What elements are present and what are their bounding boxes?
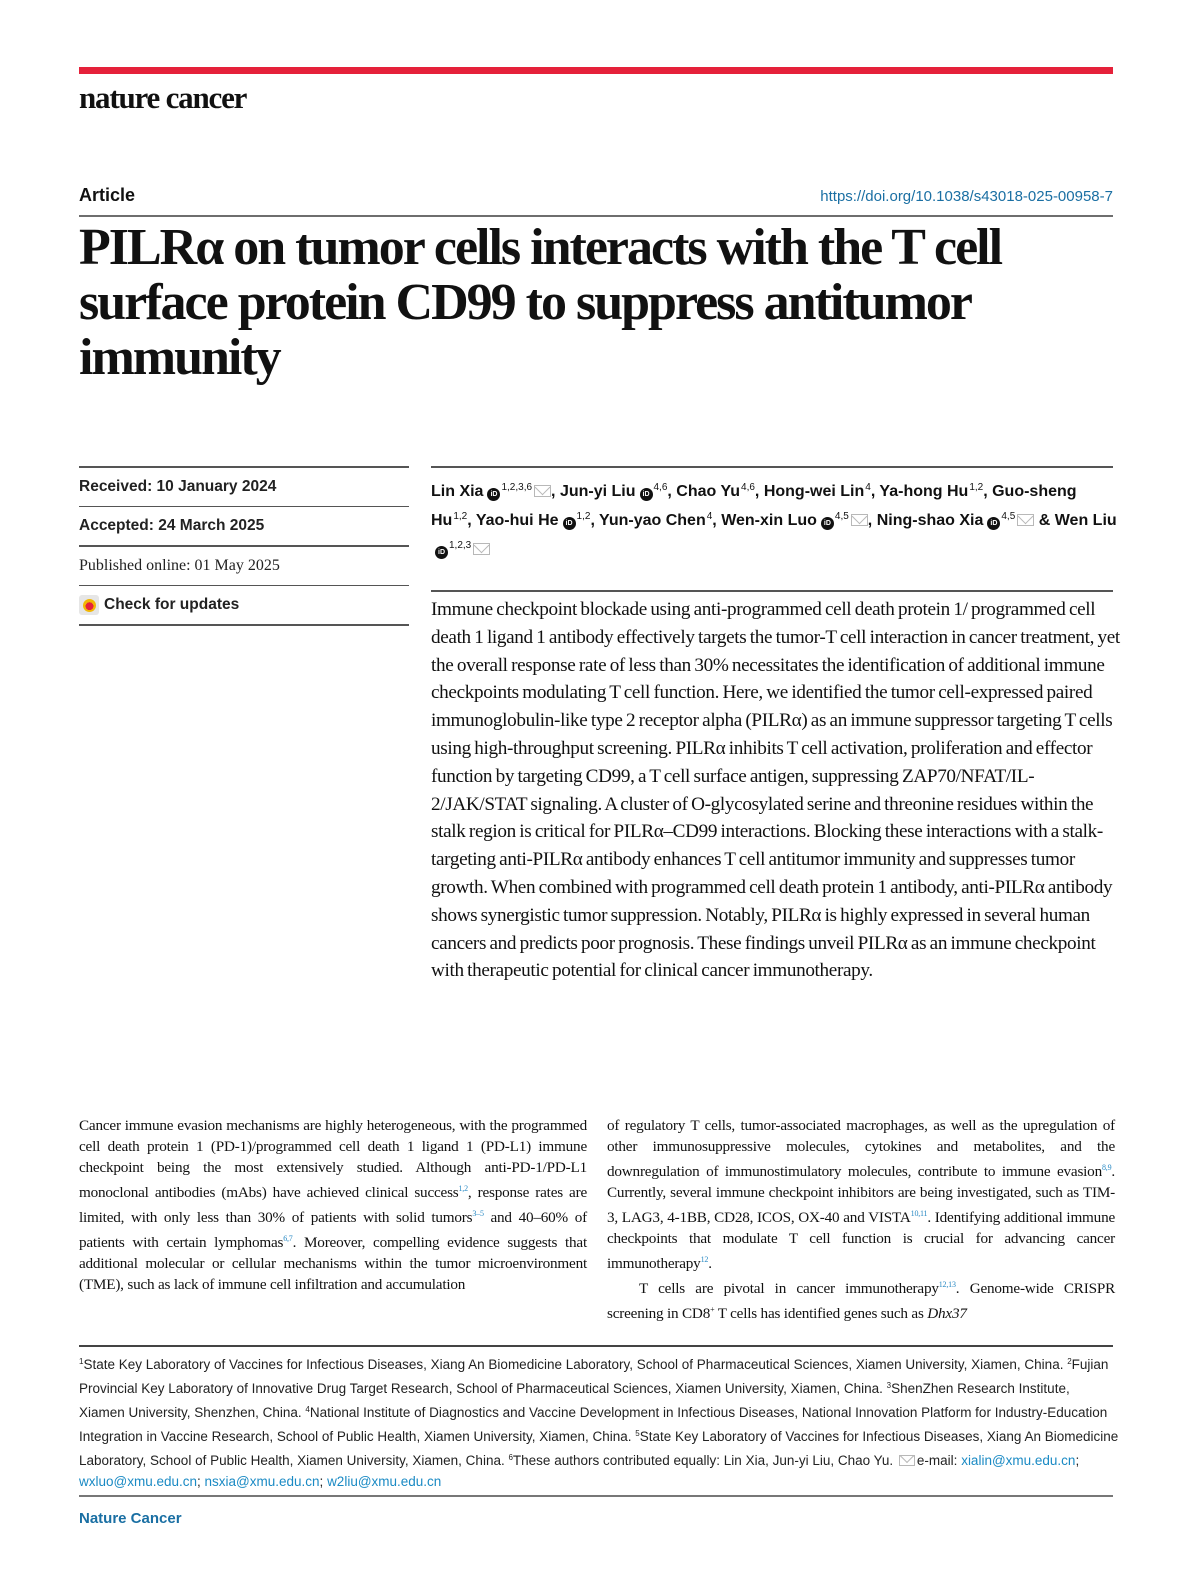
- author-name[interactable]: Jun-yi Liu: [559, 483, 636, 500]
- author-name[interactable]: Wen Liu: [1054, 512, 1117, 529]
- check-for-updates-button[interactable]: [79, 586, 409, 624]
- orcid-icon[interactable]: iD: [821, 517, 834, 530]
- gene-name: Dhx37: [927, 1305, 967, 1322]
- superscript: +: [710, 1305, 715, 1314]
- author-separator: ,: [712, 512, 722, 529]
- author-name[interactable]: Ya-hong Hu: [879, 483, 969, 500]
- citation-link[interactable]: 12: [700, 1255, 709, 1264]
- email-link[interactable]: wxluo@xmu.edu.cn: [79, 1474, 198, 1489]
- body-paragraph: T cells are pivotal in cancer immunotherapy$^{12,13}$. Genome-wide CRISPR screening in CD8+ T cells has identified genes such as Dhx37: [607, 1280, 1115, 1322]
- email-icon[interactable]: [851, 514, 868, 526]
- email-link[interactable]: nsxia@xmu.edu.cn: [204, 1474, 320, 1489]
- author-separator: ,: [867, 512, 877, 529]
- author-affiliation-numbers: 4,5: [834, 511, 849, 522]
- affiliation-number: 4: [305, 1405, 310, 1414]
- affiliation-number: 6: [508, 1453, 513, 1462]
- author-name[interactable]: Chao Yu: [676, 483, 741, 500]
- author-separator: &: [1034, 512, 1055, 529]
- journal-accent-bar: [79, 67, 1113, 74]
- email-icon: [899, 1455, 915, 1466]
- crossmark-icon: [79, 595, 99, 615]
- author-name[interactable]: Wen-xin Luo: [721, 512, 817, 529]
- affiliation-text: ShenZhen Research Institute, Xiamen University, Shenzhen, China.: [79, 1381, 1070, 1420]
- accepted-date: Accepted: 24 March 2025: [79, 517, 265, 534]
- abstract-divider: [431, 590, 1113, 592]
- author-affiliation-numbers: 4,6: [741, 482, 755, 493]
- affiliations-divider: [79, 1345, 1113, 1347]
- citation-link[interactable]: 3–5: [472, 1209, 484, 1218]
- header-divider: [79, 215, 1113, 217]
- email-link[interactable]: w2liu@xmu.edu.cn: [327, 1474, 442, 1489]
- article-type-label: Article: [79, 185, 136, 205]
- affiliation-number: 5: [635, 1429, 640, 1438]
- orcid-icon[interactable]: iD: [987, 517, 1000, 530]
- body-column-left: [79, 1115, 587, 1295]
- abstract: Immune checkpoint blockade using anti-programmed cell death protein 1/ programmed cell death 1 ligand 1 antibody effectively targets the tumor-T cell interaction in cancer treatment, yet the overall response rate of less than 30% necessitates the identification of additional immune checkpoints modulating T cell function. Here, we identified the tumor cell-expressed paired immunoglobulin-like type 2 receptor alpha (PILRα) as an immune suppressor targeting T cells using high-throughput screening. PILRα inhibits T cell activation, proliferation and effector function by targeting CD99, a T cell surface antigen, suppressing ZAP70/NFAT/IL-2/JAK/STAT signaling. A cluster of O-glycosylated serine and threonine residues within the stalk region is critical for PILRα–CD99 interactions. Blocking these interactions with a stalk-targeting anti-PILRα antibody enhances T cell antitumor immunity and suppresses tumor growth. When combined with programmed cell death protein 1 antibody, anti-PILRα antibody shows synergistic tumor suppression. Notably, PILRα is highly expressed in several human cancers and predicts poor prognosis. These findings unveil PILRα as an immune checkpoint with therapeutic potential for clinical cancer immunotherapy.: [431, 599, 1120, 982]
- orcid-icon[interactable]: iD: [487, 488, 500, 501]
- author-name[interactable]: Yao-hui He: [475, 512, 559, 529]
- citation-link[interactable]: 8,9: [1101, 1163, 1112, 1172]
- citation-link[interactable]: 6,7: [283, 1234, 293, 1243]
- authors-divider: [431, 466, 1113, 468]
- author-name[interactable]: Hong-wei Lin: [763, 483, 865, 500]
- doi-link[interactable]: https://doi.org/10.1038/s43018-025-00958-7: [820, 188, 1113, 205]
- affiliation-number: 1: [79, 1357, 84, 1366]
- affiliation-text: State Key Laboratory of Vaccines for Infectious Diseases, Xiang An Biomedicine Laboratory, School of Public Health, Xiamen University, Xiamen, China.: [79, 1429, 1119, 1468]
- orcid-icon[interactable]: iD: [563, 517, 576, 530]
- author-separator: ,: [467, 512, 476, 529]
- author-name[interactable]: Ning-shao Xia: [876, 512, 984, 529]
- email-label: e-mail:: [916, 1453, 962, 1468]
- orcid-icon[interactable]: iD: [435, 546, 448, 559]
- author-affiliation-numbers: 4: [706, 511, 713, 522]
- author-separator: ,: [754, 483, 764, 500]
- citation-link[interactable]: 10,11: [910, 1209, 928, 1218]
- publication-dates: [79, 466, 409, 626]
- author-affiliation-numbers: 1,2,3,6: [501, 482, 533, 493]
- journal-logo: nature cancer: [79, 80, 247, 115]
- received-date: Received: 10 January 2024: [79, 477, 277, 495]
- email-icon[interactable]: [534, 485, 551, 497]
- body-paragraph: of regulatory T cells, tumor-associated macrophages, as well as the upregulation of other immunosuppressive molecules, cytokines and metabolites, and the downregulation of immunostimulatory molecules, contribute to immune evasion$^{8,9}$. Currently, several immune checkpoint inhibitors are being investigated, such as TIM-3, LAG3, 4-1BB, CD28, ICOS, OX-40 and VISTA$^{10,11}$. Identifying additional immune checkpoints that modulate T cell function is crucial for advancing cancer immunotherapy$^{12}$.: [607, 1117, 1116, 1272]
- article-title: PILRα on tumor cells interacts with the T cell surface protein CD99 to suppress antitumor immunity: [79, 219, 1002, 386]
- author-name[interactable]: Lin Xia: [431, 483, 484, 500]
- author-list: [431, 475, 1121, 562]
- affiliation-text: National Institute of Diagnostics and Vaccine Development in Infectious Diseases, National Innovation Platform for Industry-Education Integration in Vaccine Research, School of Public Health, Xiamen University, Xiamen, China.: [79, 1405, 1108, 1444]
- author-affiliation-numbers: 4,5: [1001, 511, 1016, 522]
- citation-link[interactable]: 1,2: [458, 1184, 468, 1193]
- author-affiliation-numbers: 4: [865, 482, 871, 493]
- author-separator: ,: [590, 512, 600, 529]
- author-separator: ,: [870, 483, 880, 500]
- author-affiliation-numbers: 1,2: [576, 511, 591, 522]
- divider: [79, 624, 409, 626]
- author-affiliation-numbers: 1,2: [453, 511, 468, 522]
- author-affiliation-numbers: 4,6: [653, 482, 668, 493]
- author-separator: ,: [667, 483, 677, 500]
- orcid-icon[interactable]: iD: [640, 488, 653, 501]
- body-column-right: [607, 1115, 1115, 1324]
- citation-link[interactable]: 12,13: [938, 1280, 956, 1289]
- footer-divider: [79, 1495, 1113, 1497]
- published-date: Published online: 01 May 2025: [79, 556, 280, 574]
- footer-journal-name: Nature Cancer: [79, 1510, 182, 1527]
- author-affiliation-numbers: 1,2,3: [449, 540, 472, 551]
- author-affiliation-numbers: 1,2: [969, 482, 984, 493]
- author-separator: ,: [983, 483, 993, 500]
- affiliation-text: These authors contributed equally: Lin Xia, Jun-yi Liu, Chao Yu.: [512, 1453, 897, 1468]
- author-name[interactable]: Yun-yao Chen: [599, 512, 706, 529]
- affiliations: $^1$State Key Laboratory of Vaccines for Infectious Diseases, Xiang An Biomedicine Laboratory, School of Pharmaceutical Sciences, Xiamen University, Xiamen, China. $^2$Fujian Provincial Key Laboratory of Innovative Drug Target Research, School of Pharmaceutical Sciences, Xiamen University, Xiamen, China. $^3$ShenZhen Research Institute, Xiamen University, Shenzhen, China. $^4$National Institute of Diagnostics and Vaccine Development in Infectious Diseases, National Innovation Platform for Industry-Education Integration in Vaccine Research, School of Public Health, Xiamen University, Xiamen, China. $^5$State Key Laboratory of Vaccines for Infectious Diseases, Xiang An Biomedicine Laboratory, School of Public Health, Xiamen University, Xiamen, China. $^6$These authors contributed equally: Lin Xia, Jun-yi Liu, Chao Yu. e-mail: xialin@xmu.edu.cn; wxluo@xmu.edu.cn; nsxia@xmu.edu.cn; w2liu@xmu.edu.cn: [79, 1357, 1119, 1489]
- affiliation-number: 3: [886, 1381, 892, 1390]
- check-for-updates-label: Check for updates: [104, 596, 240, 613]
- affiliation-text: State Key Laboratory of Vaccines for Infectious Diseases, Xiang An Biomedicine Laboratory, School of Pharmaceutical Sciences, Xiamen University, Xiamen, China.: [83, 1357, 1068, 1372]
- affiliation-number: 2: [1067, 1357, 1072, 1366]
- email-icon[interactable]: [1017, 514, 1034, 526]
- author-name[interactable]: Guo-sheng Hu: [431, 483, 1077, 529]
- body-paragraph: Cancer immune evasion mechanisms are highly heterogeneous, with the programmed cell death protein 1 (PD-1)/programmed cell death 1 ligand 1 (PD-L1) immune checkpoint being the most extensively studied. Although anti-PD-1/PD-L1 monoclonal antibodies (mAbs) have achieved clinical success$^{1,2}$, response rates are limited, with only less than 30% of patients with solid tumors$^{3-5}$ and 40–60% of patients with certain lymphomas$^{6,7}$. Moreover, compelling evidence suggests that additional molecular or cellular mechanisms within the tumor microenvironment (TME), such as lack of immune cell infiltration and accumulation: [79, 1117, 588, 1293]
- affiliation-text: Fujian Provincial Key Laboratory of Innovative Drug Target Research, School of Pharmaceutical Sciences, Xiamen University, Xiamen, China.: [79, 1357, 1109, 1396]
- email-icon[interactable]: [473, 543, 490, 555]
- author-separator: ,: [551, 483, 560, 500]
- email-link[interactable]: xialin@xmu.edu.cn: [961, 1453, 1076, 1468]
